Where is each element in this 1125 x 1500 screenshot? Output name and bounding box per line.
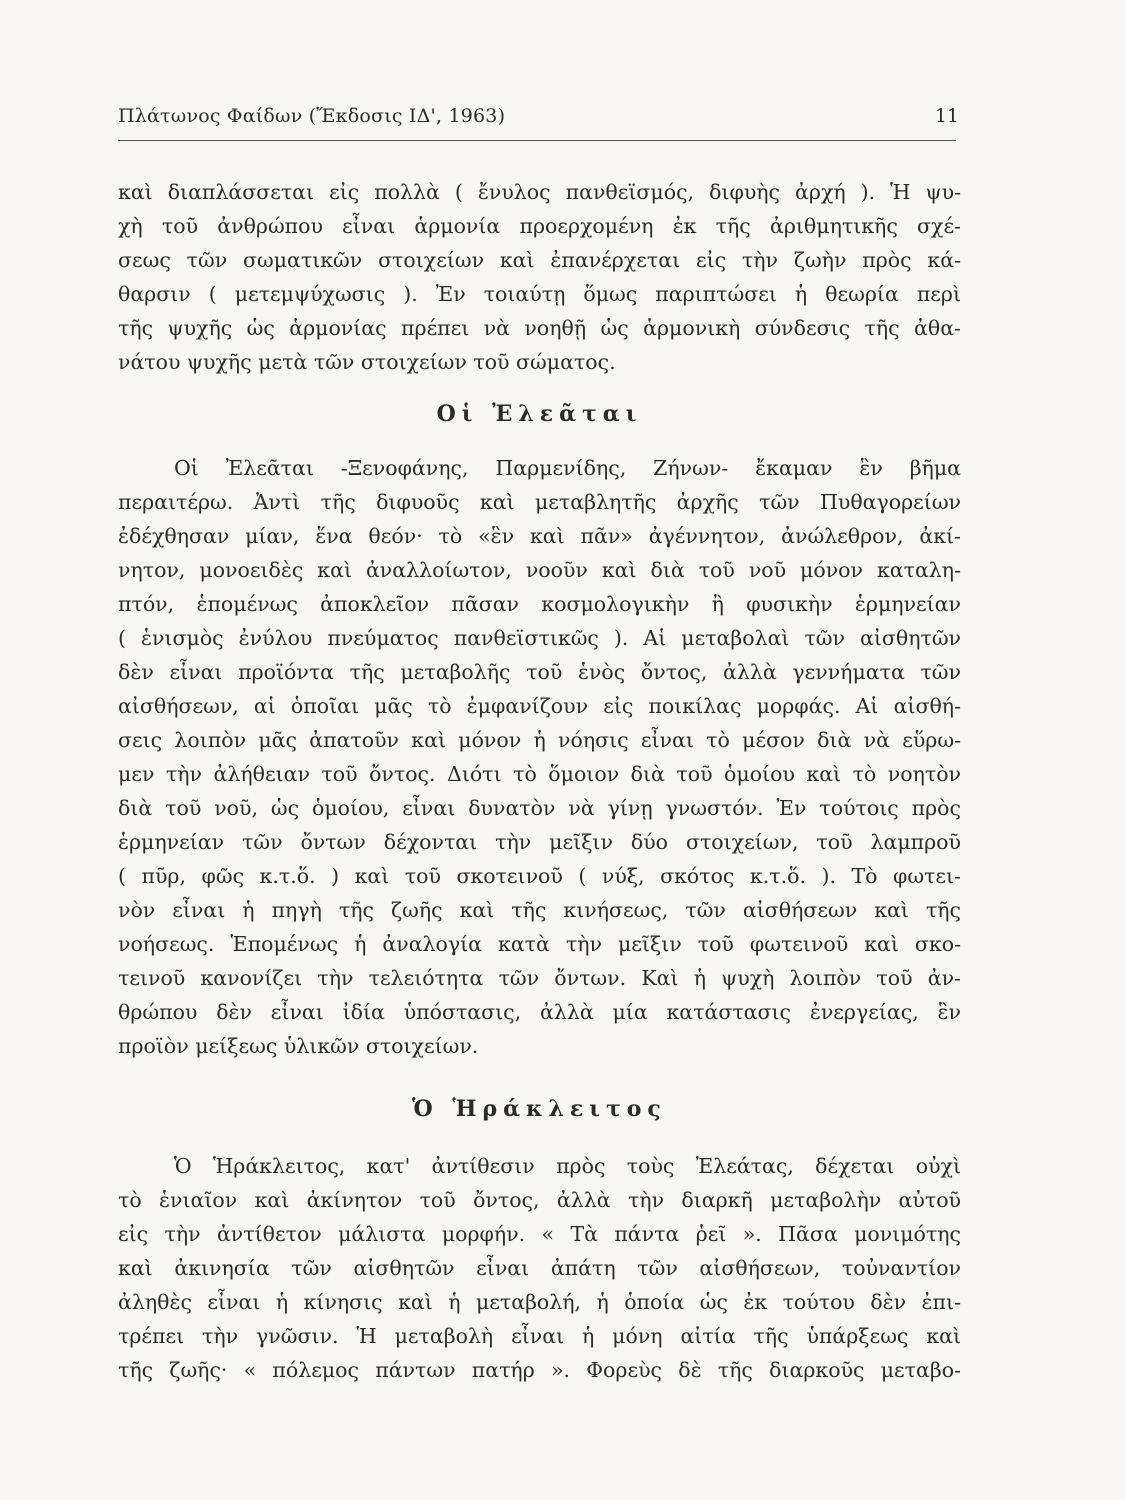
paragraph-line: χὴ τοῦ ἀνθρώπου εἶναι ἁρμονία προερχομένη ἐκ τῆς ἀριθμητικῆς σχέ- (118, 214, 961, 238)
paragraph-line: θρώπου δὲν εἶναι ἰδία ὑπόστασις, ἀλλὰ μία κατάστασις ἐνεργείας, ἓν (118, 1000, 961, 1024)
paragraph-line: αἰσθήσεων, αἱ ὁποῖαι μᾶς τὸ ἐμφανίζουν εἰς ποικίλας μορφάς. Αἱ αἰσθή- (118, 694, 961, 718)
section-title-heraclitus: Ὁ Ἡράκλειτος (412, 1096, 667, 1122)
paragraph-1 (118, 175, 961, 379)
paragraph-line: τρέπει τὴν γνῶσιν. Ἡ μεταβολὴ εἶναι ἡ μόνη αἰτία τῆς ὑπάρξεως καὶ (118, 1324, 961, 1348)
paragraph-line: πτόν, ἑπομένως ἀποκλεῖον πᾶσαν κοσμολογικὴν ἢ φυσικὴν ἑρμηνείαν (118, 592, 961, 616)
paragraph-3 (118, 1149, 961, 1387)
paragraph-line: τῆς ζωῆς· « πόλεμος πάντων πατήρ ». Φορεὺς δὲ τῆς διαρκοῦς μεταβο- (118, 1358, 961, 1382)
paragraph-line: τεινοῦ κανονίζει τὴν τελειότητα τῶν ὄντων. Καὶ ἡ ψυχὴ λοιπὸν τοῦ ἀν- (118, 966, 961, 990)
paragraph-line: μεν τὴν ἀλήθειαν τοῦ ὄντος. Διότι τὸ ὅμοιον διὰ τοῦ ὁμοίου καὶ τὸ νοητὸν (118, 762, 961, 786)
paragraph-line: τὸ ἑνιαῖον καὶ ἀκίνητον τοῦ ὄντος, ἀλλὰ τὴν διαρκῆ μεταβολὴν αὐτοῦ (118, 1188, 961, 1212)
paragraph-line: διὰ τοῦ νοῦ, ὡς ὁμοίου, εἶναι δυνατὸν νὰ γίνῃ γνωστόν. Ἐν τούτοις πρὸς (118, 796, 961, 820)
paragraph-line: σεις λοιπὸν μᾶς ἀπατοῦν καὶ μόνον ἡ νόησις εἶναι τὸ μέσον διὰ νὰ εὕρω- (118, 728, 961, 752)
paragraph-line: εἰς τὴν ἀντίθετον μάλιστα μορφήν. « Τὰ πάντα ῥεῖ ». Πᾶσα μονιμότης (118, 1222, 961, 1246)
paragraph-line: καὶ ἀκινησία τῶν αἰσθητῶν εἶναι ἀπάτη τῶν αἰσθήσεων, τοὐναντίον (118, 1256, 961, 1280)
page-number: 11 (934, 105, 959, 127)
paragraph-line: Οἱ Ἐλεᾶται -Ξενοφάνης, Παρμενίδης, Ζήνων- ἔκαμαν ἓν βῆμα (174, 456, 961, 480)
paragraph-line: περαιτέρω. Ἀντὶ τῆς διφυοῦς καὶ μεταβλητῆς ἀρχῆς τῶν Πυθαγορείων (118, 490, 961, 514)
paragraph-line: ( πῦρ, φῶς κ.τ.ὅ. ) καὶ τοῦ σκοτεινοῦ ( νύξ, σκότος κ.τ.ὅ. ). Τὸ φωτει- (118, 864, 961, 888)
paragraph-line: ἑρμηνείαν τῶν ὄντων δέχονται τὴν μεῖξιν δύο στοιχείων, τοῦ λαμπροῦ (118, 830, 961, 854)
paragraph-line: Ὁ Ἡράκλειτος, κατ' ἀντίθεσιν πρὸς τοὺς Ἐλεάτας, δέχεται οὐχὶ (174, 1154, 961, 1178)
paragraph-line: ἐδέχθησαν μίαν, ἕνα θεόν· τὸ «ἓν καὶ πᾶν» ἀγέννητον, ἀνώλεθρον, ἀκί- (118, 524, 961, 548)
paragraph-2 (118, 451, 961, 1063)
paragraph-line: σεως τῶν σωματικῶν στοιχείων καὶ ἐπανέρχεται εἰς τὴν ζωὴν πρὸς κά- (118, 248, 961, 272)
paragraph-line: προϊὸν μείξεως ὑλικῶν στοιχείων. (118, 1034, 479, 1058)
section-title-eleatics: Οἱ Ἐλεᾶται (436, 401, 643, 427)
paragraph-line: καὶ διαπλάσσεται εἰς πολλὰ ( ἔνυλος πανθεϊσμός, διφυὴς ἀρχή ). Ἡ ψυ- (118, 180, 961, 204)
paragraph-line: τῆς ψυχῆς ὡς ἁρμονίας πρέπει νὰ νοηθῇ ὡς ἁρμονικὴ σύνδεσις τῆς ἀθα- (118, 316, 961, 340)
paragraph-line: νητον, μονοειδὲς καὶ ἀναλλοίωτον, νοοῦν καὶ διὰ τοῦ νοῦ μόνον καταλη- (118, 558, 961, 582)
paragraph-line: θαρσιν ( μετεμψύχωσις ). Ἐν τοιαύτῃ ὅμως παριπτώσει ἡ θεωρία περὶ (118, 282, 961, 306)
paragraph-line: νοήσεως. Ἑπομένως ἡ ἀναλογία κατὰ τὴν μεῖξιν τοῦ φωτεινοῦ καὶ σκο- (118, 932, 961, 956)
paragraph-line: ἀληθὲς εἶναι ἡ κίνησις καὶ ἡ μεταβολή, ἡ ὁποία ὡς ἐκ τούτου δὲν ἐπι- (118, 1290, 961, 1314)
paragraph-line: ( ἑνισμὸς ἐνύλου πνεύματος πανθεϊστικῶς ). Αἱ μεταβολαὶ τῶν αἰσθητῶν (118, 626, 961, 650)
running-header (118, 101, 961, 135)
header-rule (118, 140, 956, 141)
document-page (118, 0, 961, 1500)
paragraph-line: νὸν εἶναι ἡ πηγὴ τῆς ζωῆς καὶ τῆς κινήσεως, τῶν αἰσθήσεων καὶ τῆς (118, 898, 961, 922)
paragraph-line: δὲν εἶναι προϊόντα τῆς μεταβολῆς τοῦ ἑνὸς ὄντος, ἀλλὰ γεννήματα τῶν (118, 660, 961, 684)
paragraph-line: νάτου ψυχῆς μετὰ τῶν στοιχείων τοῦ σώματος. (118, 350, 616, 374)
header-title: Πλάτωνος Φαίδων (Ἔκδοσις ΙΔ', 1963) (118, 105, 506, 127)
